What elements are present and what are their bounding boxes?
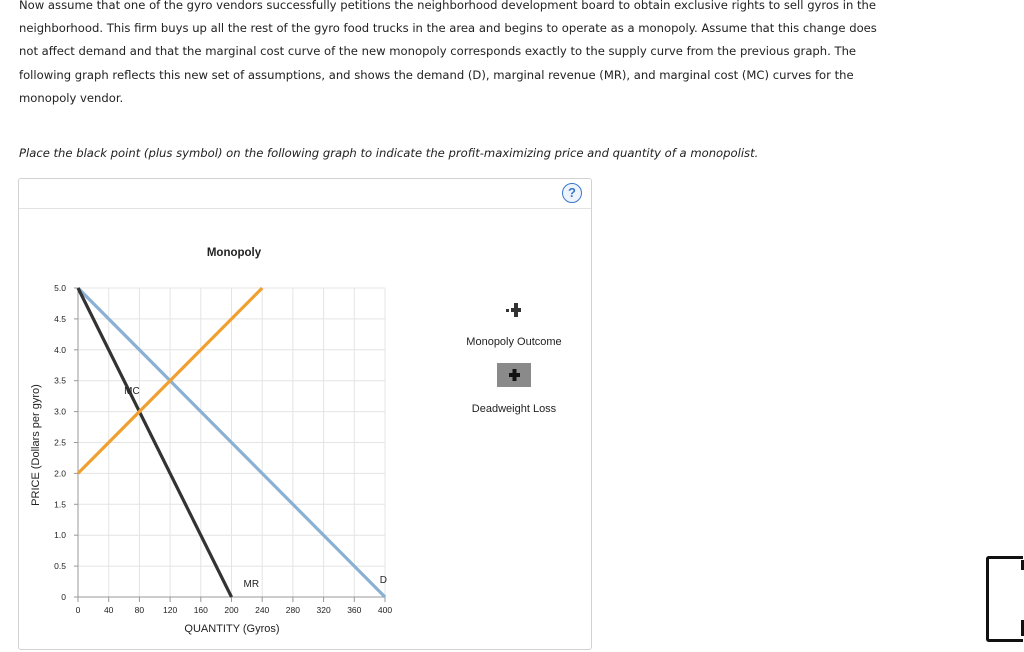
- curve-label-mc: MC: [124, 386, 140, 398]
- x-axis-label: QUANTITY (Gyros): [184, 623, 280, 635]
- y-tick-label: 4.5: [54, 313, 66, 324]
- x-tick-label: 200: [224, 605, 239, 615]
- tool-label-deadweight-loss: Deadweight Loss: [471, 403, 557, 415]
- y-tick-label: 0.5: [54, 561, 66, 572]
- x-tick-label: 400: [377, 605, 393, 615]
- chart-title: Monopoly: [206, 247, 262, 259]
- question-mark-icon[interactable]: ?: [562, 183, 582, 203]
- y-tick-label: 2.5: [54, 437, 66, 448]
- x-tick-label: 120: [163, 605, 178, 615]
- y-axis-label: PRICE (Dollars per gyro): [30, 384, 42, 506]
- partial-widget-frame: [986, 556, 1023, 642]
- x-tick-label: 160: [193, 605, 208, 615]
- x-tick-label: 360: [347, 605, 362, 615]
- y-tick-label: 4.0: [54, 344, 66, 355]
- graph-instruction: Place the black point (plus symbol) on the following graph to indicate the profit-maximizing price and quantity of a monopolist.: [19, 146, 759, 160]
- y-tick-label: 0: [61, 592, 66, 602]
- chart-ticks: [54, 283, 392, 615]
- y-tick-label: 1.0: [54, 530, 66, 541]
- graph-panel: [18, 178, 592, 650]
- x-tick-label: 0: [75, 605, 81, 615]
- x-tick-label: 80: [134, 605, 145, 615]
- y-tick-label: 2.0: [54, 468, 66, 479]
- curve-label-mr: MR: [243, 579, 260, 590]
- y-tick-label: 5.0: [54, 283, 66, 293]
- y-tick-label: 3.5: [54, 375, 66, 386]
- x-tick-label: 40: [103, 605, 114, 615]
- curve-label-d: D: [379, 575, 387, 586]
- y-tick-label: 1.5: [54, 499, 66, 510]
- grey-square-plus-icon[interactable]: [497, 363, 531, 387]
- question-paragraph: Now assume that one of the gyro vendors successfully petitions the neighborhood development board to obtain exclusive rights to sell gyros in the neighborhood. This firm buys up all the rest of the gyro food trucks in the area and begins to operate as a monopoly. Assume that this change does not affect demand and that the marginal cost curve of the new monopoly corresponds exactly to the supply curve from the previous graph. The following graph reflects this new set of assumptions, and shows the demand (D), marginal revenue (MR), and marginal cost (MC) curves for the monopoly vendor.: [19, 0, 877, 105]
- y-tick-label: 3.0: [54, 406, 66, 417]
- tool-label-monopoly-outcome: Monopoly Outcome: [466, 336, 562, 348]
- x-tick-label: 240: [255, 605, 270, 615]
- black-plus-point-icon[interactable]: [501, 299, 523, 321]
- x-tick-label: 280: [285, 605, 300, 615]
- x-tick-label: 320: [316, 605, 331, 615]
